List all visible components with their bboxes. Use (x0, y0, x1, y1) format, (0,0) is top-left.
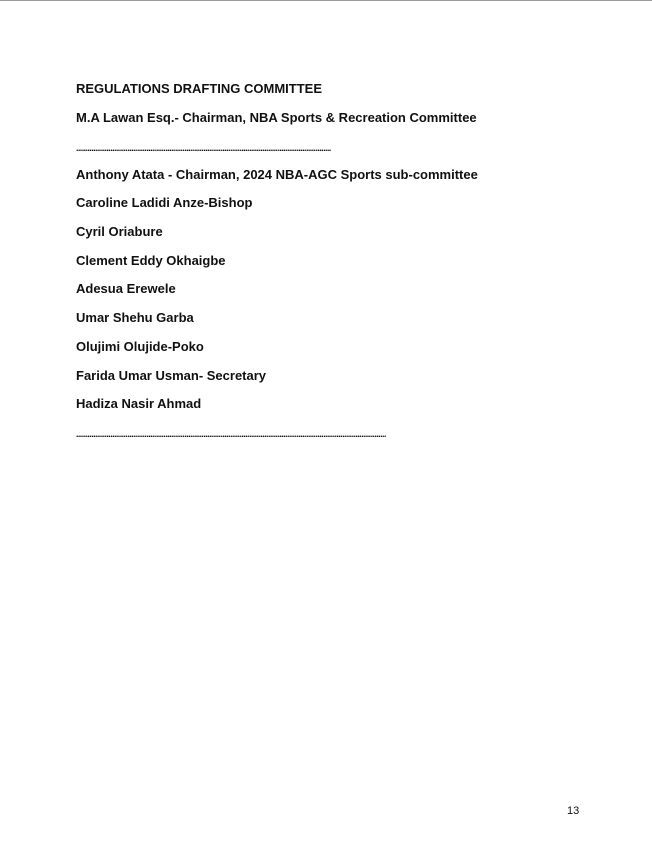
separator-long: ................................................................................................................................................................... (76, 429, 386, 439)
member-item: Cyril Oriabure (76, 224, 163, 239)
member-item: Anthony Atata - Chairman, 2024 NBA-AGC Sports sub-committee (76, 167, 478, 182)
member-item: Adesua Erewele (76, 281, 176, 296)
separator-short: ...................................................................................................................................... (76, 143, 331, 153)
committee-heading: REGULATIONS DRAFTING COMMITTEE (76, 81, 323, 96)
page-number: 13 (567, 805, 580, 817)
member-item: Farida Umar Usman- Secretary (76, 368, 267, 383)
chairman-line: M.A Lawan Esq.- Chairman, NBA Sports & Recreation Committee (76, 110, 477, 125)
member-item: Umar Shehu Garba (76, 310, 194, 325)
member-item: Hadiza Nasir Ahmad (76, 396, 202, 411)
member-item: Olujimi Olujide-Poko (76, 339, 204, 354)
member-item: Caroline Ladidi Anze-Bishop (76, 195, 253, 210)
member-item: Clement Eddy Okhaigbe (76, 253, 226, 268)
